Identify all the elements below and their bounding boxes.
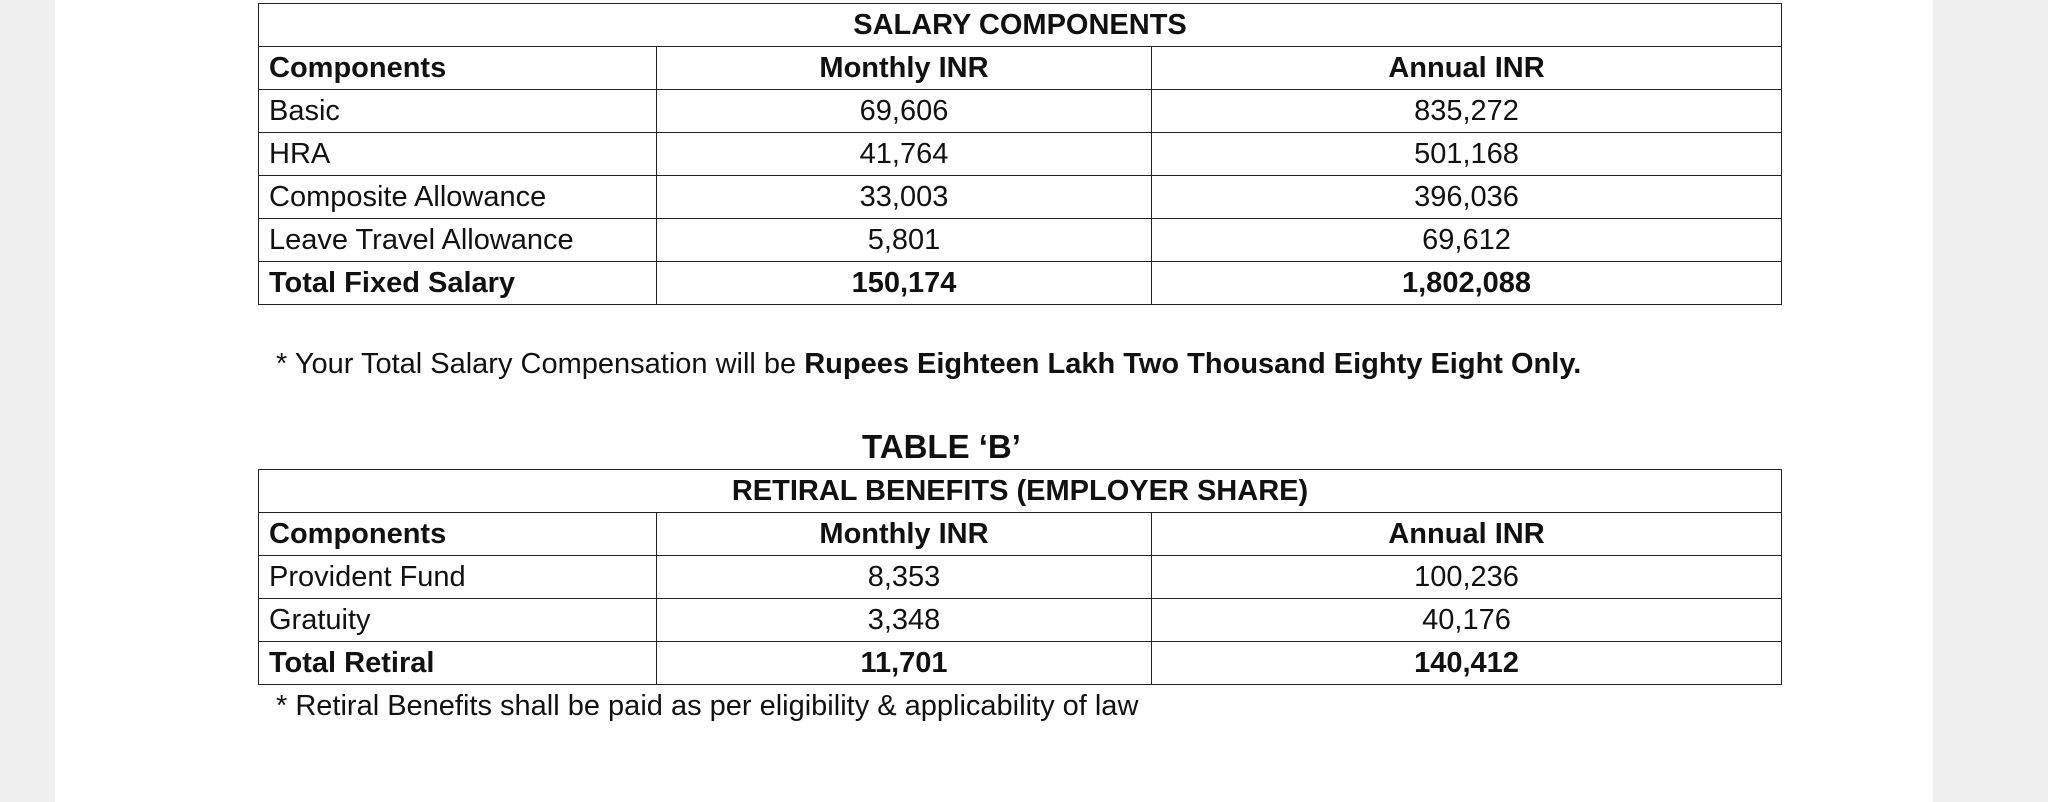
table-row (259, 599, 1782, 642)
monthly-cell: 3,348 (657, 599, 1152, 642)
retiral-benefits-table (258, 469, 1782, 685)
column-header: Monthly INR (657, 513, 1152, 556)
salary-compensation-note (276, 348, 1581, 381)
table-caption-row (259, 4, 1782, 47)
column-header: Components (259, 513, 657, 556)
total-monthly-cell: 150,174 (657, 262, 1152, 305)
total-row (259, 642, 1782, 685)
annual-cell: 835,272 (1152, 90, 1782, 133)
table-caption: SALARY COMPONENTS (259, 4, 1782, 47)
monthly-cell: 8,353 (657, 556, 1152, 599)
monthly-cell: 69,606 (657, 90, 1152, 133)
monthly-cell: 5,801 (657, 219, 1152, 262)
column-header: Annual INR (1152, 47, 1782, 90)
table-row (259, 176, 1782, 219)
note-text: * Your Total Salary Compensation will be (276, 348, 805, 380)
component-cell: HRA (259, 133, 657, 176)
retiral-eligibility-note: * Retiral Benefits shall be paid as per eligibility & applicability of law (276, 690, 1139, 722)
table-caption-row (259, 470, 1782, 513)
salary-components-table (258, 3, 1782, 305)
table-row (259, 556, 1782, 599)
total-label-cell: Total Fixed Salary (259, 262, 657, 305)
note-amount-words: Rupees Eighteen Lakh Two Thousand Eighty Eight Only. (804, 348, 1582, 380)
total-row (259, 262, 1782, 305)
column-header: Annual INR (1152, 513, 1782, 556)
table-b-title: TABLE ‘B’ (862, 428, 1021, 465)
monthly-cell: 41,764 (657, 133, 1152, 176)
component-cell: Gratuity (259, 599, 657, 642)
table-header-row (259, 513, 1782, 556)
table-row (259, 219, 1782, 262)
monthly-cell: 33,003 (657, 176, 1152, 219)
total-monthly-cell: 11,701 (657, 642, 1152, 685)
table-row (259, 133, 1782, 176)
component-cell: Provident Fund (259, 556, 657, 599)
annual-cell: 69,612 (1152, 219, 1782, 262)
total-annual-cell: 140,412 (1152, 642, 1782, 685)
column-header: Monthly INR (657, 47, 1152, 90)
column-header: Components (259, 47, 657, 90)
table-row (259, 90, 1782, 133)
annual-cell: 40,176 (1152, 599, 1782, 642)
table-caption: RETIRAL BENEFITS (EMPLOYER SHARE) (259, 470, 1782, 513)
table-header-row (259, 47, 1782, 90)
annual-cell: 396,036 (1152, 176, 1782, 219)
annual-cell: 100,236 (1152, 556, 1782, 599)
component-cell: Leave Travel Allowance (259, 219, 657, 262)
annual-cell: 501,168 (1152, 133, 1782, 176)
component-cell: Composite Allowance (259, 176, 657, 219)
component-cell: Basic (259, 90, 657, 133)
total-label-cell: Total Retiral (259, 642, 657, 685)
total-annual-cell: 1,802,088 (1152, 262, 1782, 305)
